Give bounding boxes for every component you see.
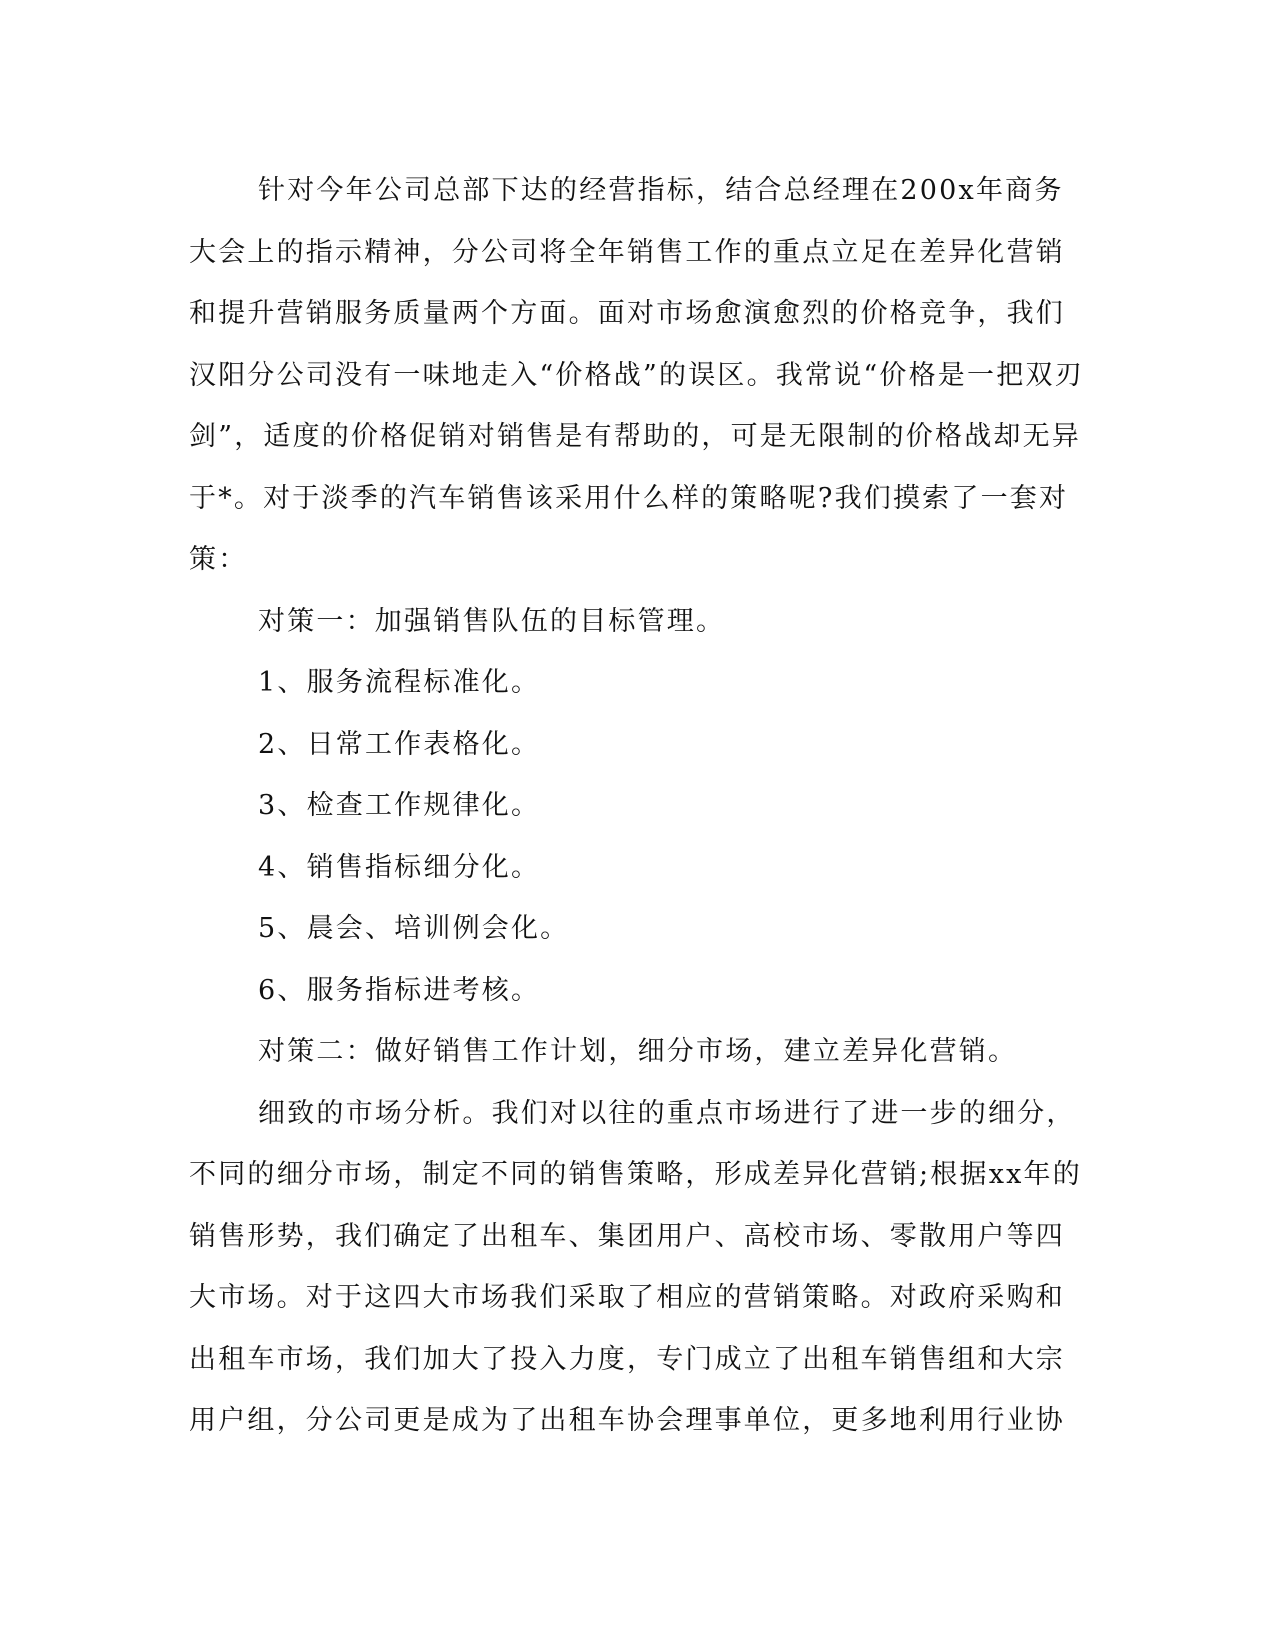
paragraph-line: 大会上的指示精神，分公司将全年销售工作的重点立足在差异化营销 [189,236,1065,268]
paragraph-line: 细致的市场分析。我们对以往的重点市场进行了进一步的细分， [258,1097,1076,1129]
strategy-heading: 对策二：做好销售工作计划，细分市场，建立差异化营销。 [258,1036,1018,1067]
document-body [189,160,1089,1452]
paragraph-line: 于*。对于淡季的汽车销售该采用什么样的策略呢?我们摸索了一套对 [189,482,1069,514]
paragraph-line: 大市场。对于这四大市场我们采取了相应的营销策略。对政府采购和 [189,1282,1065,1313]
paragraph-line: 策： [189,544,248,575]
paragraph-line: 用户组，分公司更是成为了出租车协会理事单位，更多地利用行业协 [189,1405,1065,1436]
paragraph-line: 针对今年公司总部下达的经营指标，结合总经理在200x年商务 [258,175,1064,206]
paragraph-line: 汉阳分公司没有一味地走入“价格战”的误区。我常说“价格是一把双刃 [189,359,1084,391]
paragraph-line: 销售形势，我们确定了出租车、集团用户、高校市场、零散用户等四 [189,1220,1065,1252]
list-item: 6、服务指标进考核。 [258,974,541,1006]
list-item: 5、晨会、培训例会化。 [258,913,570,944]
list-item: 4、销售指标细分化。 [258,851,541,883]
strategy-heading: 对策一：加强销售队伍的目标管理。 [258,605,726,637]
list-item: 3、检查工作规律化。 [258,790,541,821]
paragraph-line: 和提升营销服务质量两个方面。面对市场愈演愈烈的价格竞争，我们 [189,298,1065,329]
paragraph-line: 出租车市场，我们加大了投入力度，专门成立了出租车销售组和大宗 [189,1343,1065,1375]
list-item: 2、日常工作表格化。 [258,728,541,760]
paragraph-line: 剑”，适度的价格促销对销售是有帮助的，可是无限制的价格战却无异 [189,421,1082,452]
paragraph-line: 不同的细分市场，制定不同的销售策略，形成差异化营销;根据xx年的 [189,1159,1082,1190]
list-item: 1、服务流程标准化。 [258,667,541,698]
